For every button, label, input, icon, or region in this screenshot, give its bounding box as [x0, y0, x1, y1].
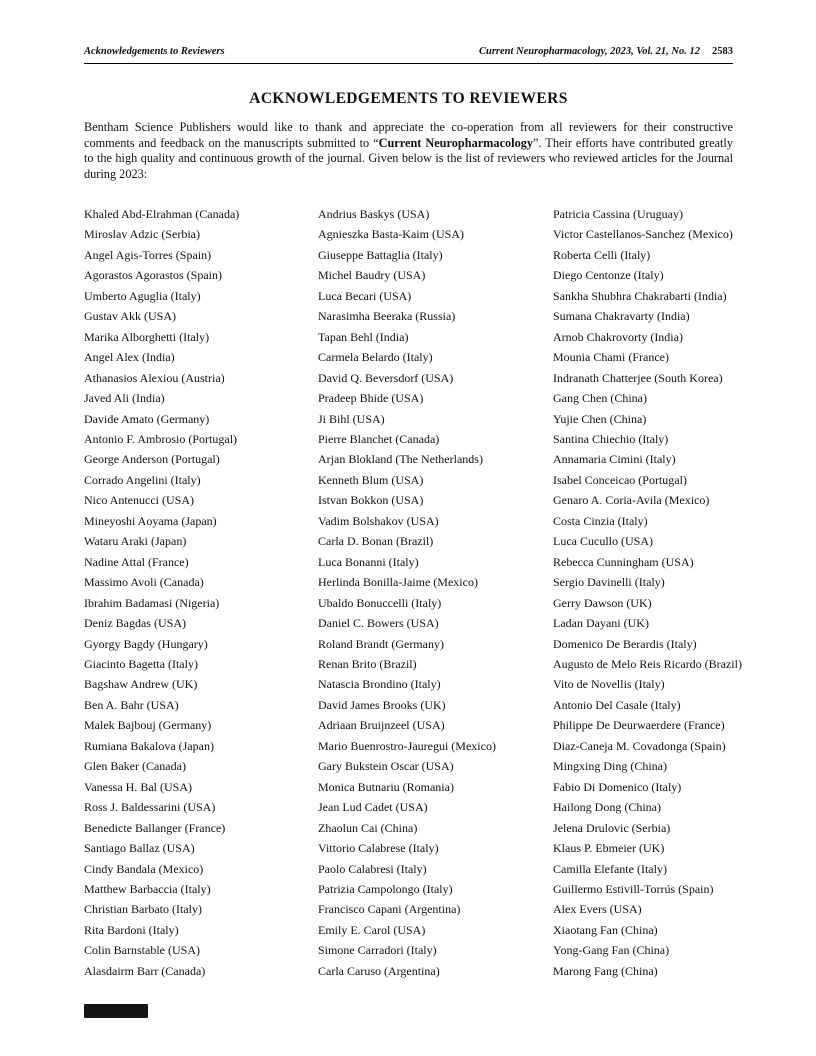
reviewer-name: Yong-Gang Fan (China): [553, 943, 670, 958]
reviewer-name: Antonio Del Casale (Italy): [553, 697, 681, 712]
reviewer-name: Carla D. Bonan (Brazil): [318, 534, 434, 549]
reviewer-name: Roland Brandt (Germany): [318, 636, 444, 651]
reviewer-name: Mounia Chami (France): [553, 350, 669, 365]
reviewer-column-2: [318, 204, 553, 981]
reviewer-name: Marika Alborghetti (Italy): [84, 329, 210, 344]
reviewer-name: Victor Castellanos-Sanchez (Mexico): [553, 227, 733, 242]
footer-mark: [84, 1004, 148, 1018]
reviewer-name: Deniz Bagdas (USA): [84, 616, 186, 631]
reviewer-list: [84, 204, 742, 981]
reviewer-name: Roberta Celli (Italy): [553, 247, 651, 262]
reviewer-name: Miroslav Adzic (Serbia): [84, 227, 200, 242]
reviewer-name: Luca Bonanni (Italy): [318, 554, 419, 569]
reviewer-name: Monica Butnariu (Romania): [318, 779, 454, 794]
reviewer-name: Gyorgy Bagdy (Hungary): [84, 636, 208, 651]
reviewer-name: Kenneth Blum (USA): [318, 472, 424, 487]
reviewer-name: Agnieszka Basta-Kaim (USA): [318, 227, 464, 242]
reviewer-name: Klaus P. Ebmeier (UK): [553, 841, 665, 856]
running-head-left: Acknowledgements to Reviewers: [84, 46, 225, 57]
reviewer-name: Vanessa H. Bal (USA): [84, 779, 192, 794]
reviewer-name: Gary Bukstein Oscar (USA): [318, 759, 454, 774]
reviewer-name: Rita Bardoni (Italy): [84, 922, 179, 937]
reviewer-name: Hailong Dong (China): [553, 800, 661, 815]
reviewer-name: Narasimha Beeraka (Russia): [318, 309, 456, 324]
reviewer-name: Arnob Chakrovorty (India): [553, 329, 683, 344]
reviewer-name: Philippe De Deurwaerdere (France): [553, 718, 725, 733]
reviewer-name: Camilla Elefante (Italy): [553, 861, 667, 876]
reviewer-name: Malek Bajbouj (Germany): [84, 718, 212, 733]
reviewer-name: Andrius Baskys (USA): [318, 207, 430, 221]
reviewer-name: Tapan Behl (India): [318, 329, 409, 344]
reviewer-name: Javed Ali (India): [84, 391, 165, 406]
reviewer-name: Massimo Avoli (Canada): [84, 575, 204, 590]
reviewer-name: Yujie Chen (China): [553, 411, 647, 426]
reviewer-name: David James Brooks (UK): [318, 697, 446, 712]
reviewer-name: Jean Lud Cadet (USA): [318, 800, 428, 815]
reviewer-name: Alex Evers (USA): [553, 902, 642, 917]
reviewer-name: Ross J. Baldessarini (USA): [84, 800, 216, 815]
reviewer-name: Patricia Cassina (Uruguay): [553, 207, 683, 221]
reviewer-name: Gerry Dawson (UK): [553, 595, 652, 610]
reviewer-name: Benedicte Ballanger (France): [84, 820, 226, 835]
reviewer-name: Mineyoshi Aoyama (Japan): [84, 513, 217, 528]
reviewer-name: George Anderson (Portugal): [84, 452, 220, 467]
page-number: 2583: [712, 46, 733, 57]
reviewer-name: Christian Barbato (Italy): [84, 902, 202, 917]
reviewer-name: Costa Cinzia (Italy): [553, 513, 648, 528]
reviewer-name: Gang Chen (China): [553, 391, 647, 406]
reviewer-name: Santina Chiechio (Italy): [553, 431, 669, 446]
reviewer-name: Vito de Novellis (Italy): [553, 677, 665, 692]
reviewer-column-1: [84, 204, 318, 981]
reviewer-name: Indranath Chatterjee (South Korea): [553, 370, 723, 385]
reviewer-name: Colin Barnstable (USA): [84, 943, 200, 958]
running-head-right: [479, 46, 733, 57]
reviewer-name: Marong Fang (China): [553, 963, 658, 978]
reviewer-name: Fabio Di Domenico (Italy): [553, 779, 682, 794]
reviewer-name: Alasdairm Barr (Canada): [84, 963, 206, 978]
reviewer-name: Rumiana Bakalova (Japan): [84, 738, 214, 753]
reviewer-name: Ben A. Bahr (USA): [84, 697, 179, 712]
reviewer-name: Emily E. Carol (USA): [318, 922, 426, 937]
reviewer-name: Nadine Attal (France): [84, 554, 189, 569]
reviewer-name: Domenico De Berardis (Italy): [553, 636, 697, 651]
reviewer-name: Carla Caruso (Argentina): [318, 963, 440, 978]
reviewer-name: Khaled Abd-Elrahman (Canada): [84, 207, 240, 221]
journal-citation: Current Neuropharmacology, 2023, Vol. 21, No. 12: [478, 46, 700, 57]
reviewer-name: Angel Agis-Torres (Spain): [84, 247, 212, 262]
reviewer-name: Augusto de Melo Reis Ricardo (Brazil): [553, 656, 742, 671]
reviewer-name: Natascia Brondino (Italy): [318, 677, 441, 692]
reviewer-name: Pradeep Bhide (USA): [318, 391, 424, 406]
reviewer-name: Sergio Davinelli (Italy): [553, 575, 665, 590]
reviewer-name: Genaro A. Coria-Avila (Mexico): [553, 493, 710, 508]
reviewer-name: Herlinda Bonilla-Jaime (Mexico): [318, 575, 478, 590]
reviewer-name: Ibrahim Badamasi (Nigeria): [84, 595, 220, 610]
intro-text-2: ”. Their efforts have contributed greatly to the high quality and continuous growth of the journal. Given below is the list of reviewers who reviewed articles for the Journal during 2023:: [84, 135, 733, 181]
reviewer-name: Giacinto Bagetta (Italy): [84, 656, 198, 671]
reviewer-name: Michel Baudry (USA): [318, 268, 426, 283]
reviewer-name: Agorastos Agorastos (Spain): [84, 268, 222, 283]
reviewer-name: Sumana Chakravarty (India): [553, 309, 690, 324]
reviewer-name: Giuseppe Battaglia (Italy): [318, 247, 443, 262]
reviewer-name: Cindy Bandala (Mexico): [84, 861, 204, 876]
reviewer-name: Luca Cucullo (USA): [553, 534, 653, 549]
reviewer-name: Gustav Akk (USA): [84, 309, 176, 324]
reviewer-name: Renan Brito (Brazil): [318, 656, 417, 671]
reviewer-name: Mario Buenrostro-Jauregui (Mexico): [318, 738, 496, 753]
reviewer-name: Diego Centonze (Italy): [553, 268, 664, 283]
reviewer-name: Patrizia Campolongo (Italy): [318, 881, 453, 896]
reviewer-name: Glen Baker (Canada): [84, 759, 186, 774]
reviewer-name: Rebecca Cunningham (USA): [553, 554, 694, 569]
reviewer-name: Xiaotang Fan (China): [553, 922, 658, 937]
reviewer-name: Daniel C. Bowers (USA): [318, 616, 439, 631]
reviewer-name: Isabel Conceicao (Portugal): [553, 472, 687, 487]
reviewer-name: Jelena Drulovic (Serbia): [553, 820, 671, 835]
reviewer-column-3: [553, 204, 742, 981]
reviewer-name: Vadim Bolshakov (USA): [318, 513, 439, 528]
intro-text-1: Bentham Science Publishers would like to thank and appreciate the co-operation from all reviewers for their constructive comments and feedback on the manuscripts submitted to “: [84, 120, 733, 150]
intro-paragraph: [84, 120, 733, 182]
reviewer-name: Pierre Blanchet (Canada): [318, 431, 440, 446]
reviewer-name: Arjan Blokland (The Netherlands): [318, 452, 483, 467]
reviewer-name: Adriaan Bruijnzeel (USA): [318, 718, 445, 733]
reviewer-name: Matthew Barbaccia (Italy): [84, 881, 211, 896]
reviewer-name: Santiago Ballaz (USA): [84, 841, 195, 856]
reviewer-name: Corrado Angelini (Italy): [84, 472, 201, 487]
reviewer-name: David Q. Beversdorf (USA): [318, 370, 454, 385]
reviewer-name: Guillermo Estivill-Torrús (Spain): [553, 881, 714, 896]
reviewer-name: Luca Becari (USA): [318, 288, 412, 303]
reviewer-name: Sankha Shubhra Chakrabarti (India): [553, 288, 727, 303]
reviewer-name: Francisco Capani (Argentina): [318, 902, 461, 917]
reviewer-name: Carmela Belardo (Italy): [318, 350, 433, 365]
reviewer-name: Ubaldo Bonuccelli (Italy): [318, 595, 442, 610]
reviewer-name: Ladan Dayani (UK): [553, 616, 649, 631]
page-title: ACKNOWLEDGEMENTS TO REVIEWERS: [249, 90, 568, 108]
reviewer-name: Antonio F. Ambrosio (Portugal): [84, 431, 238, 446]
reviewer-name: Wataru Araki (Japan): [84, 534, 187, 549]
reviewer-name: Vittorio Calabrese (Italy): [318, 841, 439, 856]
reviewer-name: Davide Amato (Germany): [84, 411, 210, 426]
reviewer-name: Nico Antenucci (USA): [84, 493, 194, 508]
reviewer-name: Athanasios Alexiou (Austria): [84, 370, 225, 385]
reviewer-name: Mingxing Ding (China): [553, 759, 667, 774]
reviewer-name: Ji Bihl (USA): [318, 411, 385, 426]
reviewer-name: Istvan Bokkon (USA): [318, 493, 424, 508]
reviewer-name: Paolo Calabresi (Italy): [318, 861, 427, 876]
reviewer-name: Diaz-Caneja M. Covadonga (Spain): [553, 738, 726, 753]
journal-name-bold: Current Neuropharmacology: [378, 135, 534, 150]
reviewer-name: Bagshaw Andrew (UK): [84, 677, 198, 692]
reviewer-name: Simone Carradori (Italy): [318, 943, 437, 958]
running-head: [84, 46, 733, 64]
reviewer-name: Annamaria Cimini (Italy): [553, 452, 676, 467]
reviewer-name: Umberto Aguglia (Italy): [84, 288, 201, 303]
reviewer-name: Zhaolun Cai (China): [318, 820, 418, 835]
reviewer-name: Angel Alex (India): [84, 350, 175, 365]
